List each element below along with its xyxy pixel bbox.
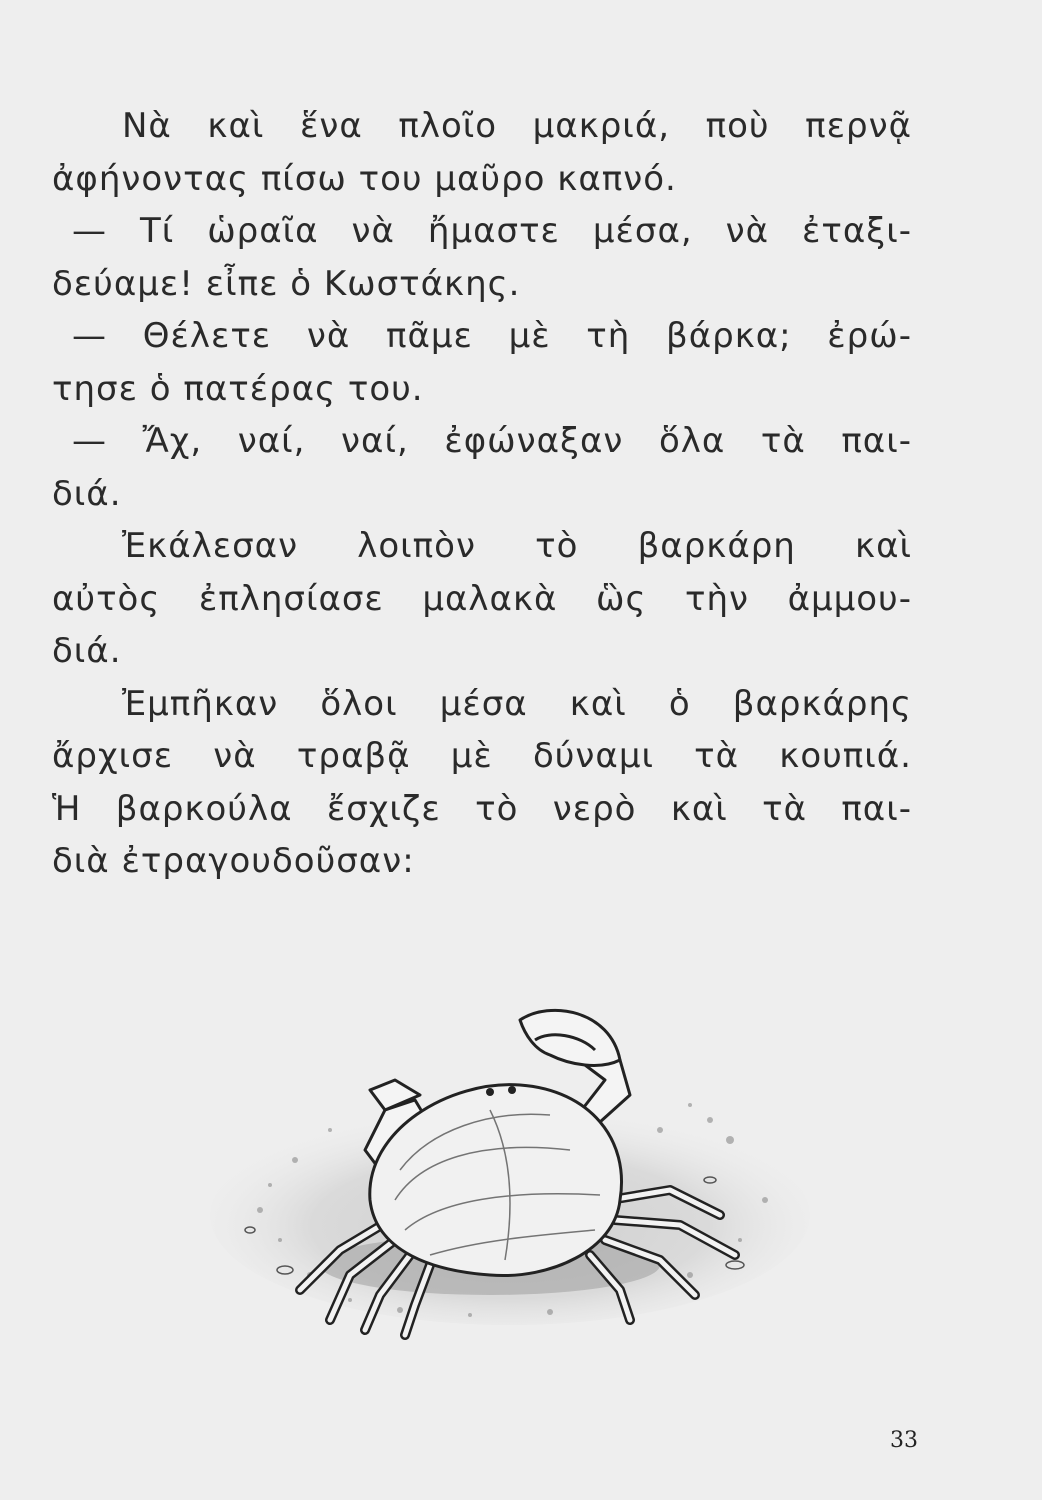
- body-text: [52, 100, 912, 888]
- text-line: διά.: [52, 631, 122, 671]
- page-number: 33: [890, 1428, 918, 1453]
- text-line: δεύαμε! εἶπε ὁ Κωστάκης.: [52, 263, 521, 304]
- text-line: ἄρχισε νὰ τραβᾷ μὲ δύναμι τὰ κουπιά.: [52, 736, 912, 776]
- text-line: διά.: [52, 473, 122, 514]
- text-line: Ἐκάλεσαν λοιπὸν τὸ βαρκάρη καὶ: [122, 526, 912, 566]
- text-line: Ἐμπῆκαν ὅλοι μέσα καὶ ὁ βαρκάρης: [122, 683, 912, 724]
- text-line: — Τί ὡραῖα νὰ ἤμαστε μέσα, νὰ ἐταξι-: [72, 211, 912, 251]
- text-line: — Θέλετε νὰ πᾶμε μὲ τὴ βάρκα; ἐρώ-: [72, 316, 912, 356]
- text-line: διὰ ἐτραγουδοῦσαν:: [52, 841, 415, 881]
- text-line: τησε ὁ πατέρας του.: [52, 368, 424, 409]
- text-line: — Ἄχ, ναί, ναί, ἐφώναξαν ὅλα τὰ παι-: [72, 421, 912, 461]
- text-line: ἀφήνοντας πίσω του μαῦρο καπνό.: [52, 158, 677, 199]
- text-line: αὐτὸς ἐπλησίασε μαλακὰ ὣς τὴν ἀμμου-: [52, 578, 912, 619]
- text-line: Νὰ καὶ ἕνα πλοῖο μακριά, ποὺ περνᾷ: [122, 106, 912, 146]
- text-line: Ἡ βαρκούλα ἔσχιζε τὸ νερὸ καὶ τὰ παι-: [52, 788, 912, 829]
- crab-illustration: [190, 1000, 830, 1340]
